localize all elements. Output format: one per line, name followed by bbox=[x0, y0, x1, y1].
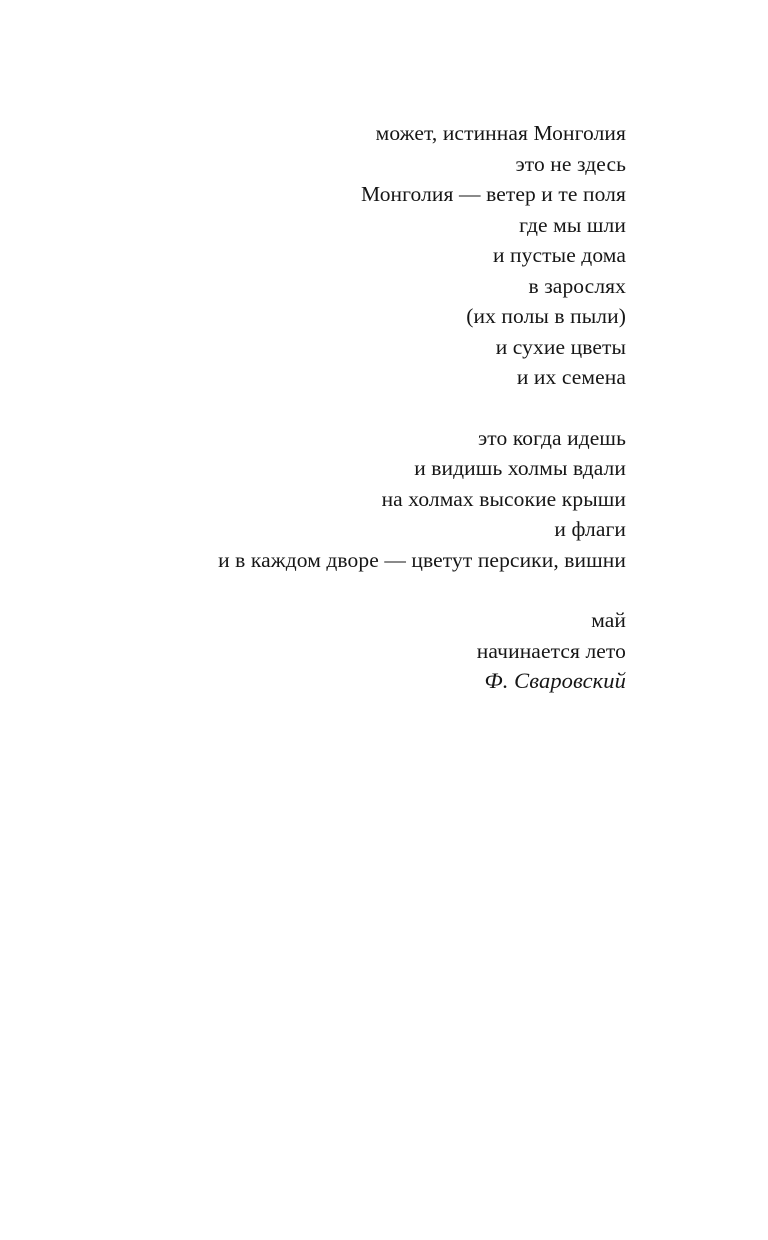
poem-line: Монголия — ветер и те поля bbox=[361, 182, 626, 206]
poem-line: где мы шли bbox=[519, 212, 626, 237]
poem-line: и флаги bbox=[554, 517, 626, 541]
poem-line: может, истинная Монголия bbox=[375, 121, 626, 145]
poem-stanza bbox=[0, 605, 626, 697]
poem-line: начинается лето bbox=[476, 638, 626, 663]
poem-line: это не здесь bbox=[515, 151, 626, 176]
poem-line: в зарослях bbox=[528, 273, 626, 298]
poem-signature: Ф. Сваровский bbox=[484, 668, 626, 693]
poem-stanza bbox=[0, 118, 626, 393]
poem-body bbox=[0, 118, 626, 697]
poem-line: май bbox=[591, 608, 626, 632]
poem-line: и их семена bbox=[516, 365, 626, 389]
poem-line: на холмах высокие крыши bbox=[381, 486, 626, 511]
poem-line: и в каждом дворе — цветут персики, вишни bbox=[218, 547, 626, 572]
poem-stanza bbox=[0, 423, 626, 576]
poem-line: это когда идешь bbox=[477, 425, 626, 450]
poem-line: и пустые дома bbox=[492, 243, 626, 267]
poem-line: (их полы в пыли) bbox=[466, 304, 626, 328]
poem-line: и видишь холмы вдали bbox=[414, 456, 626, 480]
poem-line: и сухие цветы bbox=[495, 334, 626, 359]
